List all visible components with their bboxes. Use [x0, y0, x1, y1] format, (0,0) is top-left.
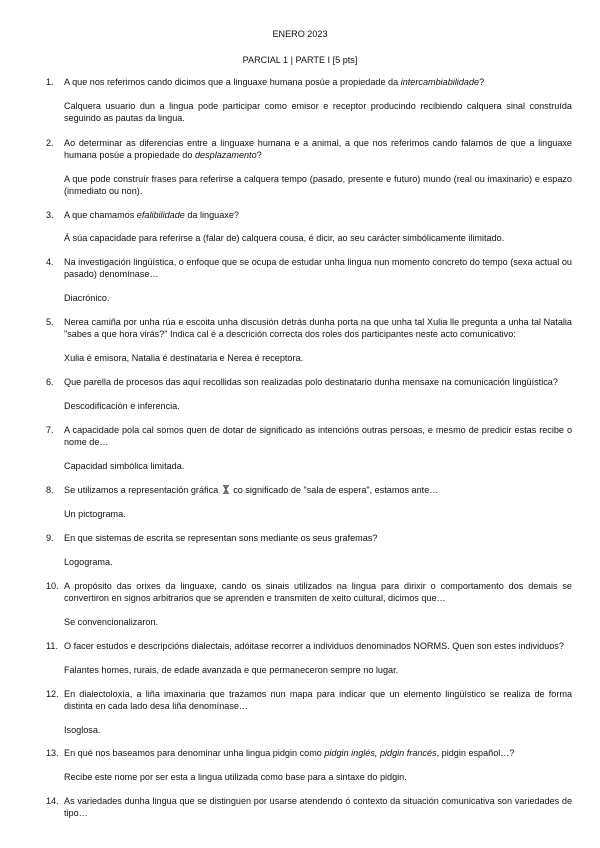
question-number: 9. [46, 533, 54, 543]
question-number: 6. [46, 377, 54, 387]
answer-text: Un pictograma. [64, 509, 126, 519]
question-number: 7. [46, 425, 54, 435]
question-text: Se utilizamos a representación gráfica co significado de "sala de espera", estamos ante… [64, 485, 439, 495]
question-text: En dialectoloxía, a liña imaxinaria que trazamos nun mapa para indicar que un elemento lingüístico se realiza de forma distinta en cada lado desa liña denomínase… [64, 689, 572, 712]
question-text: Nerea camiña por unha rúa e escoita unha discusión detrás dunha porta na que unha tal Xulia lle pregunta a unha tal Natalia "sabes a que hora virás?" Indica cal é a descrición correcta dos roles dos participantes neste acto comunicativo: [64, 317, 572, 340]
question-text: A capacidade pola cal somos quen de dotar de significado as intencións outras persoas, e mesmo de predicir estas recibe o nome de… [64, 425, 572, 448]
question-text: Ao determinar as diferencias entre a linguaxe humana e a animal, a que nos referimos cando falamos de que a linguaxe humana posúe a propiedade do desplazamento? [64, 138, 572, 161]
question-number: 13. [46, 748, 59, 758]
answer-text: Descodificación e inferencia. [64, 401, 180, 411]
answer-text: Se convencionalizaron. [64, 617, 159, 627]
question-text: Que parella de procesos das aquí recollidas son realizadas polo destinatario dunha mensaxe na comunicación lingüística? [64, 377, 558, 387]
question-text: O facer estudos e descripcións dialectais, adóitase recorrer a individuos denominados NORMS. Quen son estes individuos? [64, 641, 564, 651]
document-section-title: PARCIAL 1 | PARTE I [5 pts] [242, 55, 358, 65]
question-number: 11. [46, 641, 58, 651]
question-number: 4. [46, 257, 54, 267]
answer-text: Isoglosa. [64, 725, 101, 735]
answer-text: Xulia é emisora, Natalia é destinataria e Nerea é receptora. [64, 353, 304, 363]
document-date: ENERO 2023 [272, 29, 328, 39]
question-number: 14. [46, 796, 59, 806]
question-text: Na investigación lingüística, o enfoque que se ocupa de estudar unha lingua nun momento concreto do tempo (sexa actual ou pasado) denomínase… [64, 257, 572, 280]
answer-text: Calquera usuario dun a lingua pode participar como emisor e receptor producindo recibiendo calquera sinal construída seguindo as pautas da lingua. [64, 101, 572, 124]
question-number: 12. [46, 689, 59, 699]
question-number: 8. [46, 485, 54, 495]
question-text: As variedades dunha lingua que se distinguen por usarse atendendo ó contexto da situación comunicativa son variedades de tipo… [64, 796, 572, 819]
answer-text: Logograma. [64, 557, 113, 567]
question-number: 2. [46, 138, 54, 148]
question-number: 1. [46, 77, 54, 87]
question-text: A propósito das orixes da linguaxe, cando os sinais utilizados na lingua para dirixir o comportamento dos demais se convertiron en signos arbitrarios que se aprenden e transmiten de xeito cultural, dicimos que… [64, 581, 572, 604]
question-number: 5. [46, 317, 54, 327]
answer-text: A que pode construír frases para referirse a calquera tempo (pasado, presente e futuro) mundo (real ou imaxinario) e espazo (inmediato ou non). [64, 174, 572, 197]
answer-text: Capacidad simbólica limitada. [64, 461, 185, 471]
question-number: 10. [46, 581, 59, 591]
answer-text: Á súa capacidade para referirse a (falar de) calquera cousa, é dicir, ao seu carácter simbólicamente ilimitado. [64, 233, 505, 243]
question-number: 3. [46, 210, 54, 220]
question-text: En qué nos baseamos para denominar unha lingua pidgin como pidgin inglés, pidgin francés, pidgin español…? [64, 748, 515, 758]
answer-text: Falantes homes, rurais, de edade avanzada e que permaneceron sempre no lugar. [64, 665, 399, 675]
answer-text: Recibe este nome por ser esta a lingua utilizada como base para a sintaxe do pidgin. [64, 772, 407, 782]
question-text: A que chamamos efalibilidade da linguaxe? [64, 210, 239, 220]
question-text: A que nos referimos cando dicimos que a linguaxe humana posúe a propiedade da intercambiabilidade? [64, 77, 485, 87]
answer-text: Diacrónico. [64, 293, 110, 303]
hourglass-icon [222, 485, 230, 494]
question-text: En que sistemas de escrita se representan sons mediante os seus grafemas? [64, 533, 378, 543]
